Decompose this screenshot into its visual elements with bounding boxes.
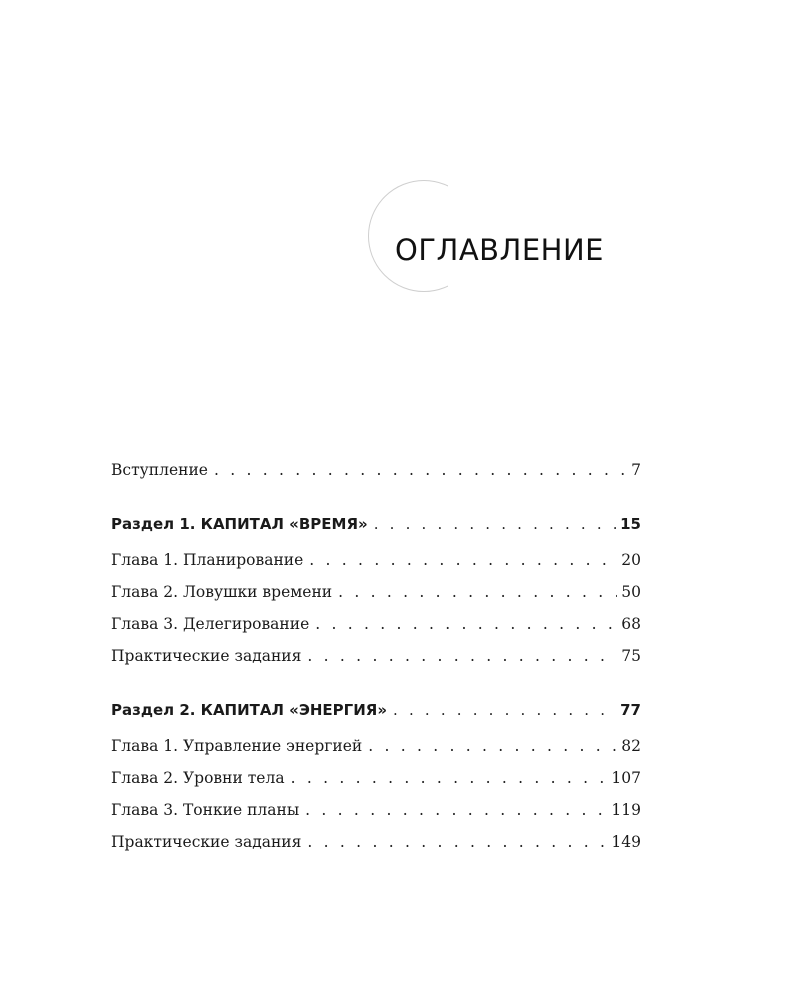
dot-leader [307,828,607,856]
toc-section-2[interactable] [111,696,641,732]
toc-entry[interactable] [111,546,641,578]
toc-entry-page: 7 [631,461,641,479]
toc-entry-page: 20 [621,551,641,569]
toc-entry-label: Глава 2. Ловушки времени [111,583,333,601]
dot-leader [307,642,617,670]
toc-section-label: Раздел 1. КАПИТАЛ «ВРЕМЯ» [111,515,368,533]
toc-entry-label: Глава 1. Планирование [111,551,304,569]
toc-entry[interactable] [111,828,641,860]
dot-leader [315,610,617,638]
toc-entry[interactable] [111,578,641,610]
toc-entry-label: Глава 3. Тонкие планы [111,801,300,819]
toc-entry-label: Глава 3. Делегирование [111,615,310,633]
toc-entry[interactable] [111,642,641,674]
dot-leader [338,578,617,606]
toc-entry-label: Глава 1. Управление энергией [111,737,363,755]
toc-entry-page: 82 [621,737,641,755]
toc-section-page: 15 [620,515,641,533]
page-title: ОГЛАВЛЕНИЕ [395,233,605,268]
toc-entry-page: 107 [611,769,641,787]
toc-entry-label: Глава 2. Уровни тела [111,769,285,787]
dot-leader [368,732,617,760]
toc-entry[interactable] [111,610,641,642]
table-of-contents [111,456,641,860]
toc-section-page: 77 [620,701,641,719]
toc-entry-label: Практические задания [111,833,302,851]
dot-leader [305,796,607,824]
toc-entry[interactable] [111,764,641,796]
toc-entry-label: Вступление [111,461,208,479]
dot-leader [214,456,627,484]
dot-leader [374,510,616,538]
toc-entry[interactable] [111,732,641,764]
toc-section-label: Раздел 2. КАПИТАЛ «ЭНЕРГИЯ» [111,701,388,719]
toc-section-1[interactable] [111,510,641,546]
toc-entry-intro[interactable] [111,456,641,488]
toc-entry-page: 50 [621,583,641,601]
toc-entry-page: 119 [611,801,641,819]
toc-entry-label: Практические задания [111,647,302,665]
toc-entry-page: 68 [621,615,641,633]
toc-entry-page: 75 [621,647,641,665]
dot-leader [309,546,617,574]
dot-leader [393,696,616,724]
toc-entry[interactable] [111,796,641,828]
toc-entry-page: 149 [611,833,641,851]
dot-leader [291,764,608,792]
